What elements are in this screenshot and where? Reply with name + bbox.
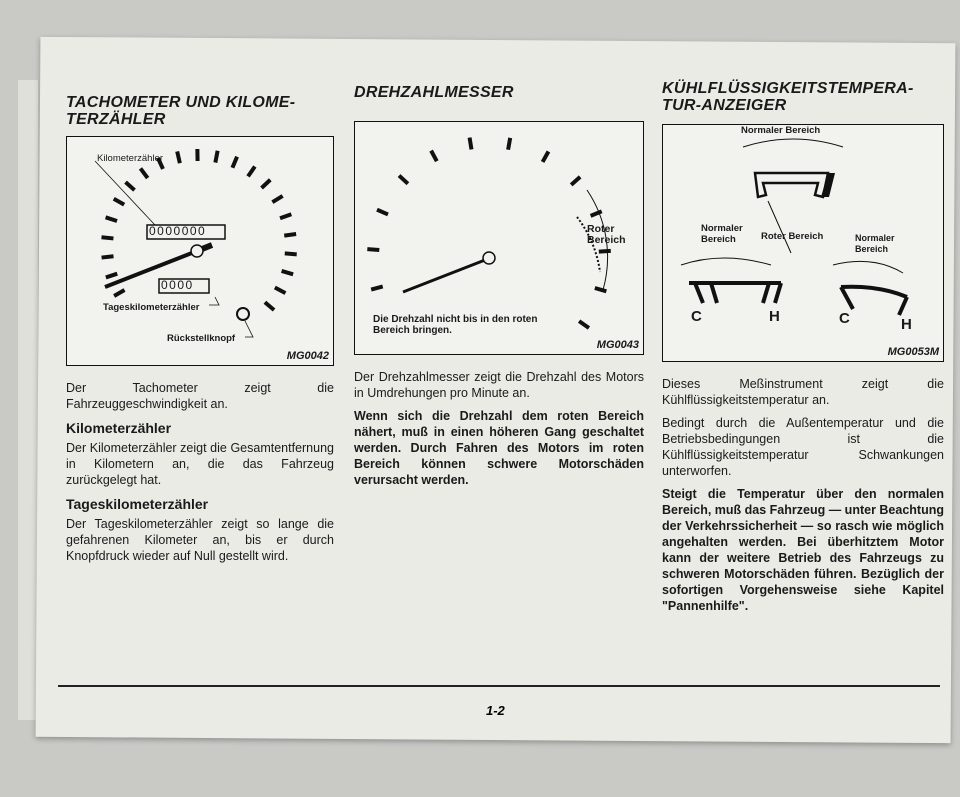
- trip-meter-label: Tageskilometerzähler: [103, 302, 200, 313]
- odometer-digits: 0000000: [149, 224, 207, 238]
- gauge-tick: [371, 286, 383, 289]
- gauge-tick: [106, 217, 117, 221]
- coolant-figure: [662, 124, 944, 362]
- gauge-tick: [265, 302, 274, 310]
- column-tachometer: [66, 94, 334, 571]
- gauge-tick: [177, 151, 180, 163]
- speedometer-drawing: [67, 137, 333, 365]
- cold-label: C: [839, 310, 850, 327]
- cold-label: C: [691, 308, 702, 325]
- intro-text: Der Drehzahlmesser zeigt die Drehzahl des Motors in Umdrehungen pro Minute an.: [354, 370, 644, 400]
- conditions-text: Bedingt durch die Außentemperatur und die Betriebsbedingungen ist die Kühlflüssigkeitstemperatur Schwankungen unterworfen.: [662, 416, 944, 478]
- gauge-tick: [102, 256, 114, 257]
- gauge-tick: [599, 251, 611, 252]
- red-zone-label: Roter Bereich: [587, 223, 626, 246]
- figure-code: MG0053M: [887, 346, 939, 358]
- gauge-tick: [232, 157, 237, 168]
- gauge-tick: [126, 182, 135, 190]
- section-title: KÜHLFLÜSSIGKEITSTEMPERA-TUR-ANZEIGER: [662, 80, 914, 114]
- hot-label: H: [769, 308, 780, 325]
- warning-text: Wenn sich die Drehzahl dem roten Bereich nähert, muß in einen höheren Gang geschaltet werden. Durch Fahren des Motors im roten Bereich können schwere Motorschäden verursacht werden.: [354, 409, 644, 487]
- gauge-tick: [470, 138, 472, 150]
- gauge-tick: [367, 249, 379, 250]
- trip-heading: Tageskilometerzähler: [66, 496, 209, 512]
- gauge-tick: [140, 168, 147, 178]
- figure-code: MG0043: [596, 339, 639, 351]
- gauge-tick: [275, 288, 286, 294]
- figure-code: MG0042: [286, 350, 329, 362]
- hot-label: H: [901, 316, 912, 333]
- gauge-tick: [285, 253, 297, 254]
- rpm-figure: [354, 121, 644, 355]
- gauge-tick: [215, 151, 217, 163]
- gauge-tick: [101, 237, 113, 238]
- gauge-tick: [114, 290, 124, 296]
- section-title: DREHZAHLMESSER: [354, 84, 514, 101]
- gauge-tick: [571, 177, 580, 185]
- gauge-tick: [377, 210, 388, 215]
- gauge-tick: [508, 138, 510, 150]
- normal-range-label-left: Normaler Bereich: [701, 223, 743, 245]
- intro-text: Der Tachometer zeigt die Fahrzeuggeschwindigkeit an.: [66, 381, 334, 411]
- page-number: 1-2: [486, 703, 505, 718]
- gauge-tick: [272, 196, 282, 202]
- trip-text: Der Tageskilometerzähler zeigt so lange die gefahrenen Kilometer an, bis er durch Knopfdruck wieder auf Null gestellt wird.: [66, 517, 334, 563]
- odometer-heading: Kilometerzähler: [66, 420, 172, 436]
- tachometer-figure: [66, 136, 334, 366]
- warning-text: Steigt die Temperatur über den normalen Bereich, muß das Fahrzeug — unter Beachtung der Verkehrssicherheit — so rasch wie möglich angehalten werden. Bei überhitztem Motor kann der weitere Betrieb des Fahrzeugs zu schweren Motorschäden führen. Bezüglich der sofortigen Vorgehensweise siehe Kapitel "Pannenhilfe".: [662, 487, 944, 613]
- gauge-tick: [284, 234, 296, 236]
- gauge-tick: [282, 271, 294, 274]
- normal-range-label-top: Normaler Bereich: [741, 125, 821, 136]
- gauge-tick: [262, 180, 271, 188]
- intro-text: Dieses Meßinstrument zeigt die Kühlflüssigkeitstemperatur an.: [662, 377, 944, 407]
- gauge-tick: [280, 214, 291, 218]
- gauge-tick: [431, 151, 437, 162]
- gauge-tick: [543, 151, 549, 161]
- column-coolant-temp: [662, 80, 944, 621]
- odometer-label: Kilometerzähler: [97, 153, 163, 164]
- gauge-tick: [579, 321, 589, 328]
- column-tachometer-rpm: [354, 84, 644, 495]
- gauge-tick: [248, 166, 255, 176]
- footer-rule: [58, 685, 940, 687]
- normal-range-label-right: Normaler Bereich: [855, 233, 895, 254]
- gauge-tick: [106, 274, 117, 278]
- gauge-tick: [399, 176, 408, 184]
- reset-knob-label: Rückstellknopf: [167, 333, 236, 344]
- red-zone-label: Roter Bereich: [761, 231, 824, 242]
- gauge-tick: [114, 199, 124, 205]
- gauge-tick: [595, 288, 607, 291]
- trip-digits: 0000: [161, 278, 194, 292]
- odometer-text: Der Kilometerzähler zeigt die Gesamtentfernung in Kilometern an, die das Fahrzeug zurückgelegt hat.: [66, 441, 334, 487]
- note-text: Die Drehzahl nicht bis in den roten Bereich bringen.: [373, 314, 538, 336]
- section-title: TACHOMETER UND KILOME-TERZÄHLER: [66, 94, 296, 128]
- page-edge: [18, 80, 38, 720]
